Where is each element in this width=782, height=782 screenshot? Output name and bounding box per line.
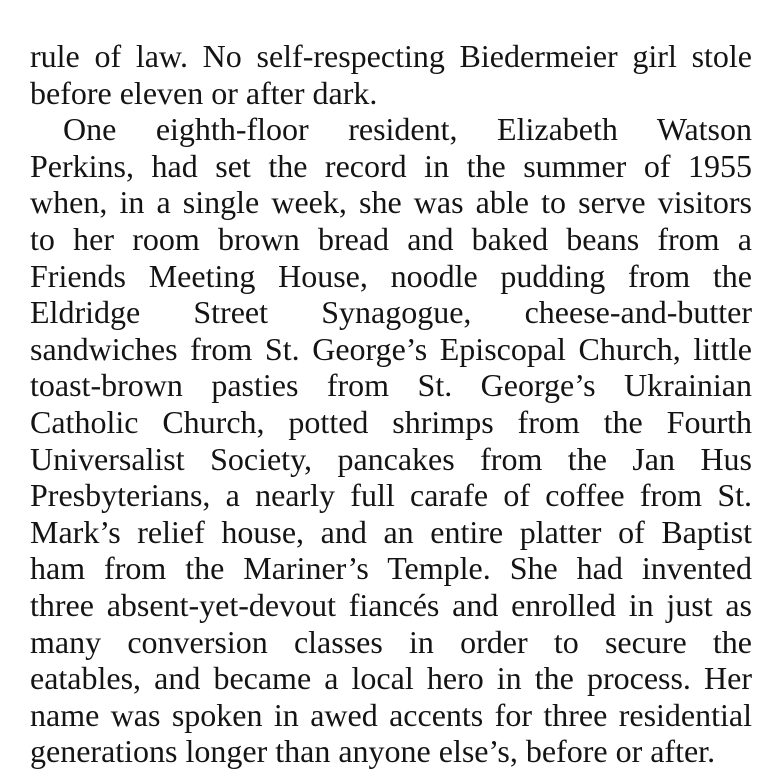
text-line: Universalist Society, pancakes from the Jan Hus — [30, 440, 752, 477]
text-line: rule of law. No self-respecting Biedermeier girl stole — [30, 38, 752, 74]
text-line: ham from the Mariner’s Temple. She had invented — [30, 550, 752, 587]
text-line: Mark’s relief house, and an entire platter of Baptist — [30, 513, 752, 550]
text-line: when, in a single week, she was able to serve visitors — [30, 184, 752, 221]
text-line: sandwiches from St. George’s Episcopal Church, little — [30, 330, 752, 367]
text-line: name was spoken in awed accents for three residential — [30, 696, 752, 733]
text-line: Presbyterians, a nearly full carafe of coffee from St. — [30, 477, 752, 514]
text-line: One eighth-floor resident, Elizabeth Watson — [63, 111, 752, 148]
body-text — [30, 38, 752, 770]
text-line: many conversion classes in order to secure the — [30, 623, 752, 660]
text-line: Catholic Church, potted shrimps from the Fourth — [30, 403, 752, 440]
text-line: eatables, and became a local hero in the process. Her — [30, 660, 752, 697]
text-line: Friends Meeting House, noodle pudding from the — [30, 257, 752, 294]
text-line: toast-brown pasties from St. George’s Ukrainian — [30, 367, 752, 404]
text-line: generations longer than anyone else’s, before or after. — [30, 733, 716, 770]
text-line: Eldridge Street Synagogue, cheese-and-butter — [30, 294, 752, 331]
text-line: to her room brown bread and baked beans from a — [30, 220, 752, 257]
text-line: three absent-yet-devout fiancés and enrolled in just as — [30, 586, 752, 623]
text-line: before eleven or after dark. — [30, 74, 378, 111]
text-line: Perkins, had set the record in the summer of 1955 — [30, 147, 752, 184]
